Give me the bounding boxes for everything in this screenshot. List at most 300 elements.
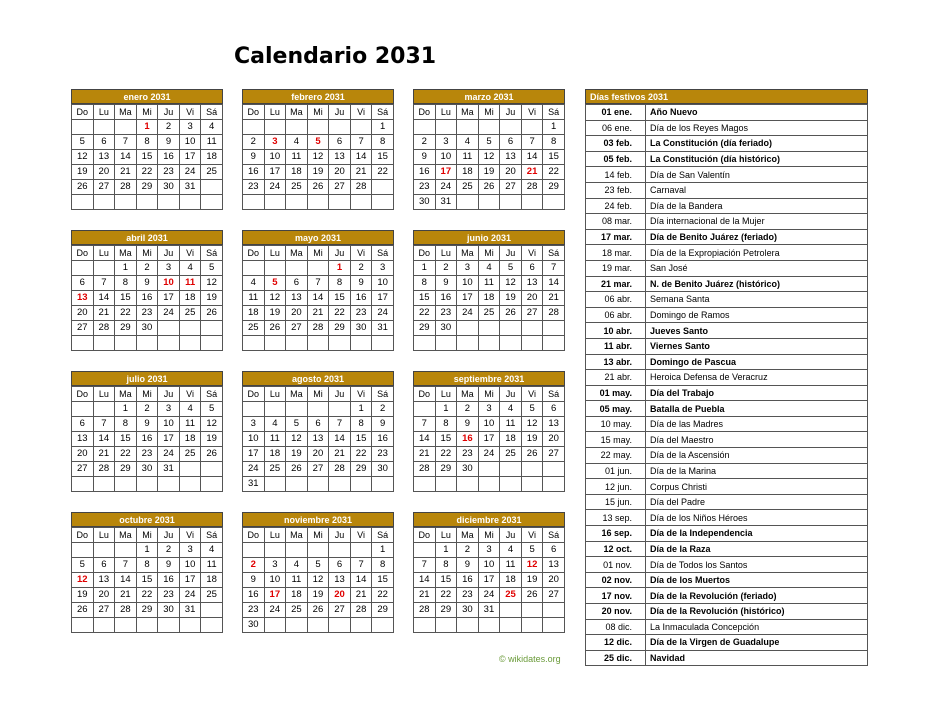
holiday-name: Día de la Ascensión (646, 448, 868, 464)
day-cell: 27 (93, 603, 115, 618)
day-cell: 12 (500, 276, 522, 291)
day-cell: 2 (457, 402, 479, 417)
holiday-date: 15 jun. (586, 494, 646, 510)
empty-cell (521, 336, 543, 351)
holiday-date: 01 nov. (586, 557, 646, 573)
day-cell: 22 (136, 588, 158, 603)
weekday-label: Lu (93, 387, 115, 402)
day-cell: 11 (500, 558, 522, 573)
empty-cell (72, 120, 94, 135)
day-cell: 10 (243, 432, 265, 447)
holiday-date: 18 mar. (586, 245, 646, 261)
day-cell: 16 (136, 432, 158, 447)
empty-cell (478, 336, 500, 351)
month-calendar (242, 371, 394, 492)
holiday-name: Domingo de Ramos (646, 307, 868, 323)
day-cell: 27 (521, 306, 543, 321)
holiday-name: Día internacional de la Mujer (646, 214, 868, 230)
empty-cell (243, 402, 265, 417)
empty-cell (158, 336, 180, 351)
day-cell: 25 (264, 462, 286, 477)
holiday-name: Día de la Independencia (646, 526, 868, 542)
day-cell: 12 (286, 432, 308, 447)
empty-cell (457, 336, 479, 351)
holiday-date: 17 mar. (586, 229, 646, 245)
day-cell: 8 (115, 276, 137, 291)
day-cell: 4 (179, 261, 201, 276)
day-cell: 5 (264, 276, 286, 291)
day-cell: 22 (435, 588, 457, 603)
day-cell: 15 (372, 150, 394, 165)
holiday-row (586, 572, 868, 588)
day-cell: 12 (201, 276, 223, 291)
day-cell: 27 (329, 603, 351, 618)
day-cell: 29 (115, 321, 137, 336)
month-title: mayo 2031 (242, 230, 394, 245)
day-cell: 30 (158, 603, 180, 618)
empty-cell (264, 195, 286, 210)
day-cell: 17 (179, 150, 201, 165)
month-title: abril 2031 (71, 230, 223, 245)
day-cell: 12 (201, 417, 223, 432)
day-cell: 22 (350, 447, 372, 462)
weekday-label: Ju (329, 528, 351, 543)
empty-cell (457, 195, 479, 210)
weekday-label: Ju (500, 387, 522, 402)
weekday-label: Do (243, 387, 265, 402)
empty-cell (115, 543, 137, 558)
empty-cell (457, 120, 479, 135)
month-calendar (71, 512, 223, 633)
day-cell: 26 (264, 321, 286, 336)
day-cell: 15 (435, 573, 457, 588)
weekday-label: Ma (115, 105, 137, 120)
weekday-label: Vi (179, 246, 201, 261)
day-cell: 17 (478, 573, 500, 588)
month-calendar (413, 230, 565, 351)
day-cell: 3 (158, 402, 180, 417)
day-cell: 10 (478, 417, 500, 432)
day-cell: 8 (372, 135, 394, 150)
day-cell: 24 (478, 447, 500, 462)
holiday-row (586, 307, 868, 323)
day-cell: 23 (158, 588, 180, 603)
day-cell: 24 (158, 447, 180, 462)
credit-link[interactable]: © wikidates.org (499, 654, 561, 664)
day-cell: 9 (136, 276, 158, 291)
holiday-date: 06 abr. (586, 292, 646, 308)
holiday-name: Día de la Bandera (646, 198, 868, 214)
empty-cell (72, 336, 94, 351)
empty-cell (264, 618, 286, 633)
day-cell: 25 (201, 588, 223, 603)
holiday-date: 20 nov. (586, 604, 646, 620)
holiday-row (586, 370, 868, 386)
empty-cell (158, 477, 180, 492)
day-cell: 11 (264, 432, 286, 447)
day-cell: 18 (457, 165, 479, 180)
day-cell: 16 (136, 291, 158, 306)
day-cell: 21 (543, 291, 565, 306)
month-title: noviembre 2031 (242, 512, 394, 527)
day-cell: 3 (435, 135, 457, 150)
day-cell: 12 (307, 150, 329, 165)
day-cell: 13 (500, 150, 522, 165)
day-cell: 21 (115, 588, 137, 603)
holiday-name: Heroica Defensa de Veracruz (646, 370, 868, 386)
empty-cell (435, 336, 457, 351)
empty-cell (158, 195, 180, 210)
day-cell: 9 (414, 150, 436, 165)
day-cell: 31 (243, 477, 265, 492)
weekday-label: Do (414, 387, 436, 402)
day-cell: 9 (457, 558, 479, 573)
holiday-row (586, 650, 868, 666)
day-cell: 31 (478, 603, 500, 618)
day-cell: 17 (264, 588, 286, 603)
day-cell: 22 (414, 306, 436, 321)
weekday-label: Vi (179, 105, 201, 120)
day-cell: 14 (414, 432, 436, 447)
weekday-label: Vi (350, 105, 372, 120)
day-cell: 17 (243, 447, 265, 462)
weekday-label: Sá (543, 528, 565, 543)
holiday-name: Día de Benito Juárez (feriado) (646, 229, 868, 245)
holiday-name: Día de Todos los Santos (646, 557, 868, 573)
day-cell: 30 (372, 462, 394, 477)
day-cell: 26 (521, 447, 543, 462)
holiday-row (586, 151, 868, 167)
holiday-date: 21 abr. (586, 370, 646, 386)
day-cell: 1 (435, 402, 457, 417)
day-cell: 16 (158, 150, 180, 165)
holiday-row (586, 557, 868, 573)
empty-cell (350, 543, 372, 558)
day-cell: 28 (350, 180, 372, 195)
holiday-name: Carnaval (646, 182, 868, 198)
day-cell: 14 (115, 573, 137, 588)
day-cell: 9 (243, 150, 265, 165)
day-cell: 8 (136, 558, 158, 573)
empty-cell (521, 120, 543, 135)
day-cell: 28 (414, 462, 436, 477)
day-cell: 23 (136, 306, 158, 321)
holidays-panel (585, 89, 868, 666)
day-cell: 21 (521, 165, 543, 180)
empty-cell (372, 180, 394, 195)
weekday-label: Ju (500, 528, 522, 543)
day-cell: 26 (201, 447, 223, 462)
day-cell: 21 (307, 306, 329, 321)
weekday-label: Sá (543, 105, 565, 120)
day-cell: 5 (201, 261, 223, 276)
day-cell: 16 (457, 573, 479, 588)
empty-cell (521, 321, 543, 336)
weekday-label: Do (72, 528, 94, 543)
day-cell: 13 (72, 291, 94, 306)
holiday-date: 16 sep. (586, 526, 646, 542)
holiday-name: Día del Maestro (646, 432, 868, 448)
day-cell: 20 (543, 432, 565, 447)
holiday-date: 19 mar. (586, 260, 646, 276)
day-cell: 27 (93, 180, 115, 195)
day-cell: 8 (414, 276, 436, 291)
day-cell: 24 (264, 180, 286, 195)
empty-cell (264, 477, 286, 492)
day-cell: 2 (158, 120, 180, 135)
holiday-row (586, 292, 868, 308)
day-cell: 3 (478, 402, 500, 417)
day-cell: 14 (414, 573, 436, 588)
empty-cell (478, 195, 500, 210)
day-cell: 22 (136, 165, 158, 180)
empty-cell (201, 462, 223, 477)
day-cell: 14 (115, 150, 137, 165)
day-cell: 6 (72, 417, 94, 432)
day-cell: 23 (243, 603, 265, 618)
weekday-label: Ju (158, 387, 180, 402)
empty-cell (286, 543, 308, 558)
day-cell: 25 (286, 180, 308, 195)
empty-cell (307, 336, 329, 351)
day-cell: 29 (435, 603, 457, 618)
day-cell: 4 (286, 558, 308, 573)
day-cell: 25 (478, 306, 500, 321)
day-cell: 6 (93, 135, 115, 150)
holiday-row (586, 214, 868, 230)
day-cell: 2 (243, 558, 265, 573)
day-cell: 12 (521, 558, 543, 573)
day-cell: 25 (500, 447, 522, 462)
holiday-row (586, 354, 868, 370)
day-cell: 2 (136, 261, 158, 276)
day-cell: 20 (72, 306, 94, 321)
day-cell: 6 (329, 135, 351, 150)
empty-cell (179, 336, 201, 351)
day-cell: 16 (414, 165, 436, 180)
weekday-label: Ma (286, 528, 308, 543)
day-cell: 24 (457, 306, 479, 321)
empty-cell (286, 120, 308, 135)
empty-cell (521, 462, 543, 477)
day-cell: 11 (179, 417, 201, 432)
day-cell: 16 (435, 291, 457, 306)
day-cell: 29 (115, 462, 137, 477)
empty-cell (372, 336, 394, 351)
empty-cell (372, 195, 394, 210)
empty-cell (414, 618, 436, 633)
empty-cell (329, 120, 351, 135)
day-cell: 24 (243, 462, 265, 477)
day-cell: 21 (93, 306, 115, 321)
weekday-label: Vi (521, 246, 543, 261)
empty-cell (329, 402, 351, 417)
empty-cell (115, 336, 137, 351)
day-cell: 18 (286, 588, 308, 603)
holiday-row (586, 463, 868, 479)
day-cell: 23 (414, 180, 436, 195)
day-cell: 7 (329, 417, 351, 432)
holiday-row (586, 416, 868, 432)
day-cell: 8 (329, 276, 351, 291)
empty-cell (414, 477, 436, 492)
day-cell: 11 (201, 135, 223, 150)
day-cell: 1 (435, 543, 457, 558)
holiday-name: San José (646, 260, 868, 276)
day-cell: 19 (201, 432, 223, 447)
holiday-date: 12 oct. (586, 541, 646, 557)
empty-cell (72, 477, 94, 492)
empty-cell (201, 336, 223, 351)
empty-cell (329, 477, 351, 492)
day-cell: 17 (435, 165, 457, 180)
empty-cell (286, 618, 308, 633)
day-cell: 1 (372, 543, 394, 558)
holiday-name: Día de los Niños Héroes (646, 510, 868, 526)
day-cell: 3 (158, 261, 180, 276)
empty-cell (307, 195, 329, 210)
day-cell: 3 (179, 120, 201, 135)
day-cell: 21 (115, 165, 137, 180)
day-cell: 4 (457, 135, 479, 150)
day-cell: 17 (179, 573, 201, 588)
day-cell: 10 (158, 276, 180, 291)
weekday-label: Sá (543, 246, 565, 261)
holiday-name: Día de la Marina (646, 463, 868, 479)
holiday-name: Día de la Expropiación Petrolera (646, 245, 868, 261)
day-cell: 13 (329, 573, 351, 588)
month-calendar (242, 230, 394, 351)
day-cell: 8 (435, 558, 457, 573)
day-cell: 9 (350, 276, 372, 291)
weekday-label: Sá (372, 246, 394, 261)
day-cell: 26 (478, 180, 500, 195)
day-cell: 24 (478, 588, 500, 603)
empty-cell (93, 120, 115, 135)
day-cell: 6 (543, 543, 565, 558)
holiday-row (586, 588, 868, 604)
weekday-label: Sá (201, 105, 223, 120)
empty-cell (93, 618, 115, 633)
day-cell: 13 (93, 150, 115, 165)
day-cell: 7 (414, 417, 436, 432)
day-cell: 7 (115, 558, 137, 573)
day-cell: 30 (457, 462, 479, 477)
day-cell: 2 (350, 261, 372, 276)
empty-cell (329, 543, 351, 558)
holiday-row (586, 229, 868, 245)
day-cell: 5 (521, 402, 543, 417)
empty-cell (500, 603, 522, 618)
day-cell: 19 (521, 432, 543, 447)
day-cell: 3 (179, 543, 201, 558)
day-cell: 5 (307, 135, 329, 150)
month-title: febrero 2031 (242, 89, 394, 104)
day-cell: 9 (372, 417, 394, 432)
weekday-label: Sá (372, 105, 394, 120)
day-cell: 1 (115, 261, 137, 276)
day-cell: 1 (543, 120, 565, 135)
day-cell: 31 (179, 180, 201, 195)
holiday-row (586, 260, 868, 276)
weekday-label: Lu (93, 246, 115, 261)
day-cell: 19 (72, 588, 94, 603)
empty-cell (500, 477, 522, 492)
day-cell: 26 (72, 603, 94, 618)
empty-cell (243, 195, 265, 210)
day-cell: 5 (478, 135, 500, 150)
day-cell: 7 (350, 135, 372, 150)
day-cell: 17 (158, 432, 180, 447)
weekday-label: Mi (136, 105, 158, 120)
day-cell: 21 (350, 165, 372, 180)
day-cell: 12 (72, 573, 94, 588)
day-cell: 27 (329, 180, 351, 195)
empty-cell (286, 402, 308, 417)
day-cell: 4 (286, 135, 308, 150)
holiday-name: Semana Santa (646, 292, 868, 308)
day-cell: 21 (329, 447, 351, 462)
empty-cell (179, 195, 201, 210)
weekday-label: Sá (372, 387, 394, 402)
day-cell: 30 (435, 321, 457, 336)
weekday-label: Lu (93, 105, 115, 120)
day-cell: 5 (500, 261, 522, 276)
day-cell: 27 (286, 321, 308, 336)
holiday-name: Día del Trabajo (646, 385, 868, 401)
day-cell: 19 (500, 291, 522, 306)
empty-cell (201, 477, 223, 492)
day-cell: 20 (329, 165, 351, 180)
day-cell: 16 (372, 432, 394, 447)
weekday-label: Do (414, 246, 436, 261)
holiday-name: Día del Padre (646, 494, 868, 510)
month-calendar (71, 89, 223, 210)
day-cell: 25 (243, 321, 265, 336)
day-cell: 28 (307, 321, 329, 336)
holiday-name: Día de la Revolución (histórico) (646, 604, 868, 620)
weekday-label: Ma (115, 246, 137, 261)
weekday-label: Ma (457, 105, 479, 120)
day-cell: 30 (414, 195, 436, 210)
day-cell: 25 (179, 306, 201, 321)
day-cell: 3 (372, 261, 394, 276)
day-cell: 13 (72, 432, 94, 447)
weekday-label: Lu (435, 105, 457, 120)
holiday-date: 21 mar. (586, 276, 646, 292)
day-cell: 13 (521, 276, 543, 291)
empty-cell (307, 120, 329, 135)
day-cell: 23 (243, 180, 265, 195)
day-cell: 2 (435, 261, 457, 276)
empty-cell (414, 543, 436, 558)
day-cell: 25 (500, 588, 522, 603)
empty-cell (264, 120, 286, 135)
day-cell: 9 (457, 417, 479, 432)
empty-cell (543, 477, 565, 492)
empty-cell (72, 195, 94, 210)
empty-cell (350, 120, 372, 135)
weekday-label: Mi (136, 387, 158, 402)
holiday-name: La Constitución (día feriado) (646, 136, 868, 152)
weekday-label: Lu (264, 246, 286, 261)
day-cell: 12 (521, 417, 543, 432)
empty-cell (72, 402, 94, 417)
month-title: agosto 2031 (242, 371, 394, 386)
day-cell: 24 (264, 603, 286, 618)
empty-cell (521, 618, 543, 633)
holiday-row (586, 198, 868, 214)
